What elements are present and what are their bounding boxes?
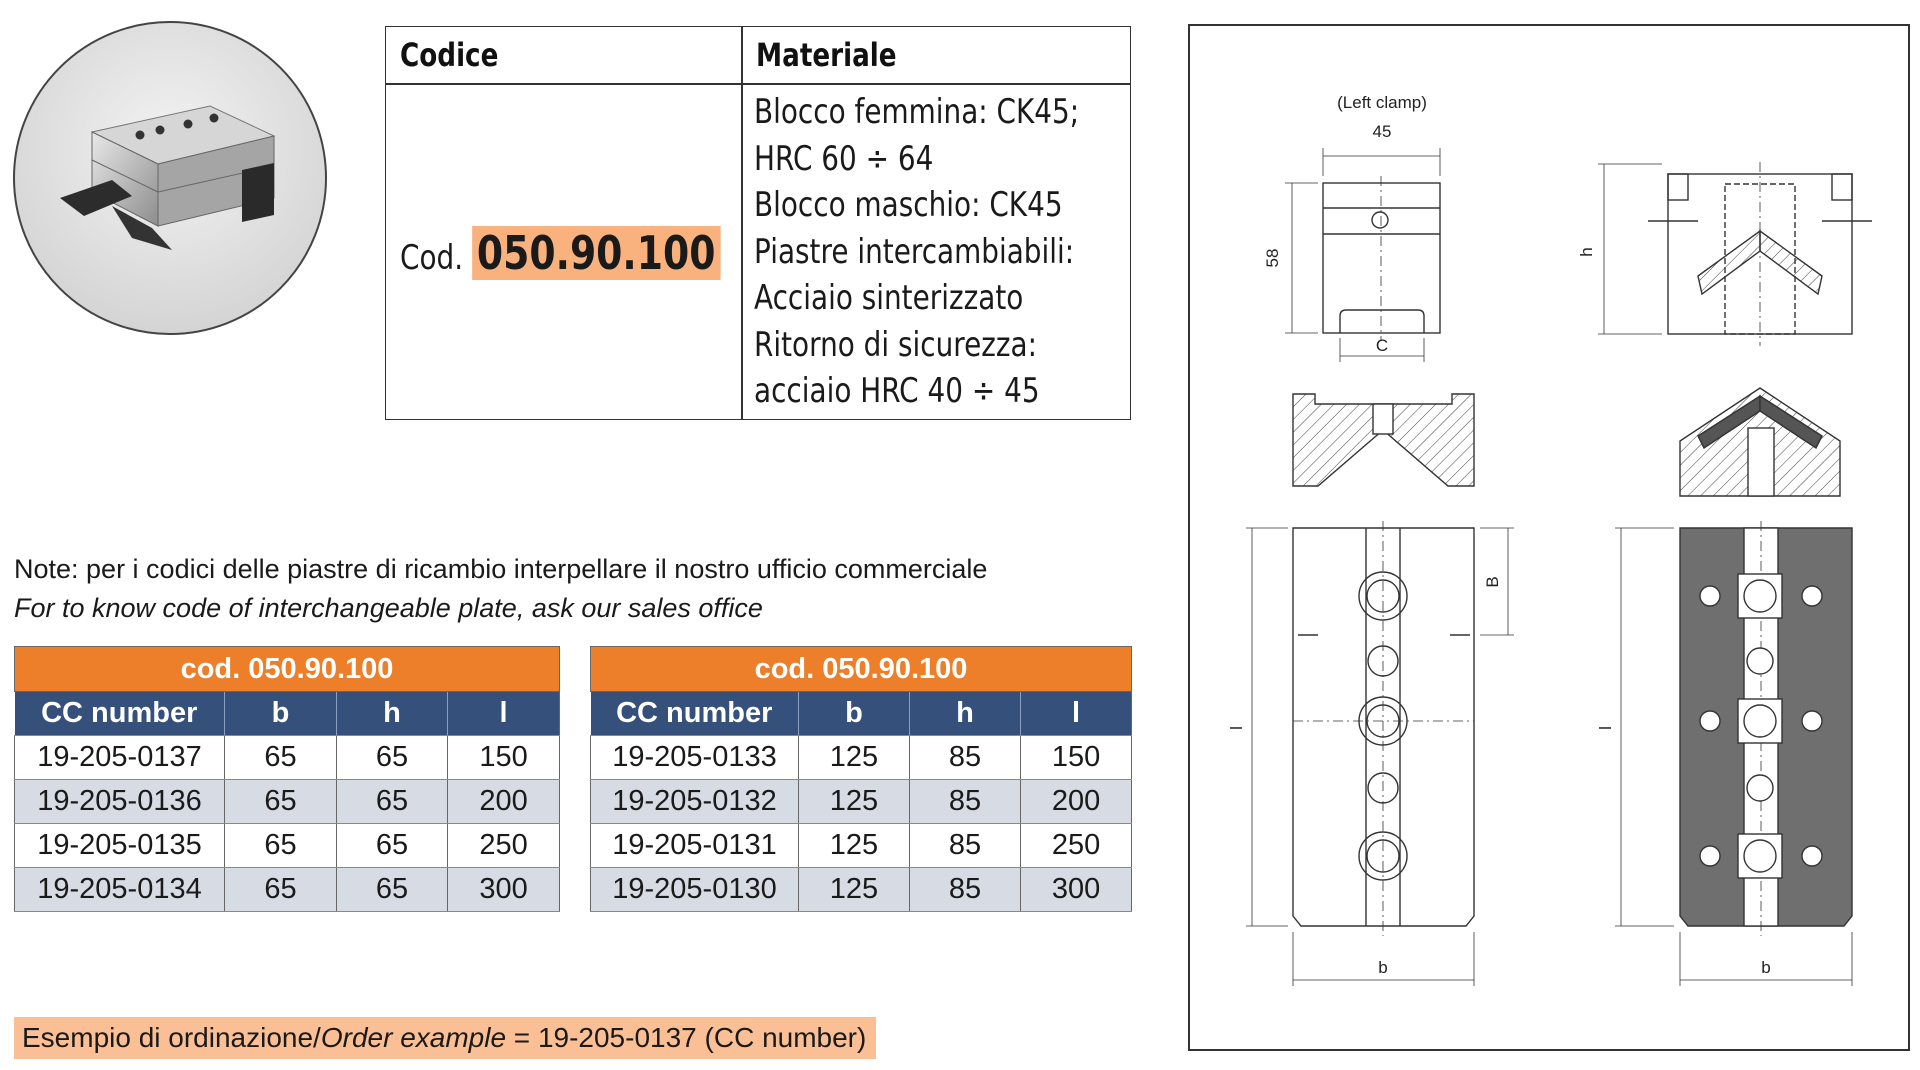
- left-clamp-front-view: [1285, 148, 1440, 362]
- table-row: [15, 780, 560, 824]
- material-line: Piastre intercambiabili:: [754, 231, 1075, 272]
- dimension-c: C: [1375, 336, 1389, 355]
- column-header-l: l: [448, 692, 560, 736]
- order-label-it: Esempio di ordinazione/: [22, 1022, 321, 1053]
- product-code: [400, 225, 720, 281]
- cell-h: 65: [337, 780, 448, 824]
- column-header-b: b: [225, 692, 337, 736]
- table-row: [15, 736, 560, 780]
- column-header-l: l: [1021, 692, 1132, 736]
- dimension-l-left: l: [1227, 726, 1246, 730]
- material-line: acciaio HRC 40 ÷ 45: [754, 371, 1040, 411]
- code-material-table: [385, 26, 1131, 420]
- dimension-58: 58: [1263, 248, 1282, 268]
- cell-l: 250: [1021, 824, 1132, 868]
- spec-table-left: [14, 646, 560, 912]
- order-value: = 19-205-0137 (CC number): [506, 1022, 867, 1053]
- cell-b: 65: [225, 868, 337, 912]
- technical-drawing: [1190, 26, 1908, 1049]
- cell-b: 65: [225, 780, 337, 824]
- material-list: [754, 89, 1139, 415]
- cell-h: 85: [910, 780, 1021, 824]
- column-header-b: b: [799, 692, 910, 736]
- table-title: cod. 050.90.100: [15, 647, 560, 692]
- cell-h: 85: [910, 868, 1021, 912]
- header-material: Materiale: [756, 36, 897, 74]
- cell-b: 125: [799, 868, 910, 912]
- order-label-en: Order example: [320, 1022, 507, 1053]
- cell-b: 125: [799, 736, 910, 780]
- cell-cc: 19-205-0132: [591, 780, 799, 824]
- code-number: 050.90.100: [472, 226, 720, 280]
- dimension-h: h: [1577, 247, 1596, 257]
- cell-cc: 19-205-0137: [15, 736, 225, 780]
- cell-cc: 19-205-0133: [591, 736, 799, 780]
- cell-cc: 19-205-0134: [15, 868, 225, 912]
- cell-cc: 19-205-0131: [591, 824, 799, 868]
- spec-table-right: [590, 646, 1132, 912]
- right-clamp-section-view: [1680, 388, 1840, 496]
- cell-cc: 19-205-0136: [15, 780, 225, 824]
- material-line: HRC 60 ÷ 64: [754, 138, 934, 179]
- cell-b: 65: [225, 824, 337, 868]
- table-row: [591, 736, 1132, 780]
- dimension-45: 45: [1372, 122, 1392, 141]
- material-line: Blocco femmina: CK45;: [754, 92, 1080, 132]
- dimension-b-right: b: [1761, 958, 1771, 977]
- cell-l: 300: [1021, 868, 1132, 912]
- left-clamp-section-view: [1293, 394, 1474, 486]
- table-divider: [386, 83, 1130, 85]
- code-prefix: Cod.: [400, 238, 464, 278]
- product-photo: [12, 20, 328, 336]
- cell-h: 65: [337, 736, 448, 780]
- table-row: [591, 824, 1132, 868]
- right-clamp-front-view: [1598, 162, 1872, 346]
- column-header-h: h: [337, 692, 448, 736]
- table-divider: [741, 27, 743, 419]
- cell-l: 150: [448, 736, 560, 780]
- header-code: Codice: [400, 36, 499, 74]
- table-row: [591, 868, 1132, 912]
- cell-l: 200: [1021, 780, 1132, 824]
- material-line: Acciaio sinterizzato: [754, 278, 1024, 318]
- order-example: [14, 1017, 876, 1059]
- cell-l: 250: [448, 824, 560, 868]
- cell-h: 65: [337, 824, 448, 868]
- cell-b: 125: [799, 780, 910, 824]
- cell-b: 125: [799, 824, 910, 868]
- technical-drawing-frame: [1188, 24, 1910, 1051]
- table-row: [591, 780, 1132, 824]
- material-line: Blocco maschio: CK45: [754, 185, 1063, 225]
- cell-cc: 19-205-0130: [591, 868, 799, 912]
- dimension-b-left: b: [1378, 958, 1388, 977]
- left-clamp-label: (Left clamp): [1337, 93, 1427, 112]
- table-row: [15, 824, 560, 868]
- cell-l: 150: [1021, 736, 1132, 780]
- cell-h: 65: [337, 868, 448, 912]
- material-line: Ritorno di sicurezza:: [754, 324, 1038, 365]
- cell-cc: 19-205-0135: [15, 824, 225, 868]
- cell-h: 85: [910, 736, 1021, 780]
- column-header-cc: CC number: [591, 692, 799, 736]
- dimension-l-right: l: [1596, 726, 1615, 730]
- right-clamp-plan-view: [1615, 521, 1852, 986]
- cell-b: 65: [225, 736, 337, 780]
- table-title: cod. 050.90.100: [591, 647, 1132, 692]
- column-header-h: h: [910, 692, 1021, 736]
- note-english: For to know code of interchangeable plate, ask our sales office: [14, 593, 763, 623]
- dimension-b-upper: B: [1483, 576, 1502, 588]
- cell-l: 200: [448, 780, 560, 824]
- cell-h: 85: [910, 824, 1021, 868]
- left-clamp-plan-view: [1246, 521, 1514, 986]
- cell-l: 300: [448, 868, 560, 912]
- column-header-cc: CC number: [15, 692, 225, 736]
- table-row: [15, 868, 560, 912]
- note-italian: Note: per i codici delle piastre di ricambio interpellare il nostro ufficio commerciale: [14, 554, 988, 584]
